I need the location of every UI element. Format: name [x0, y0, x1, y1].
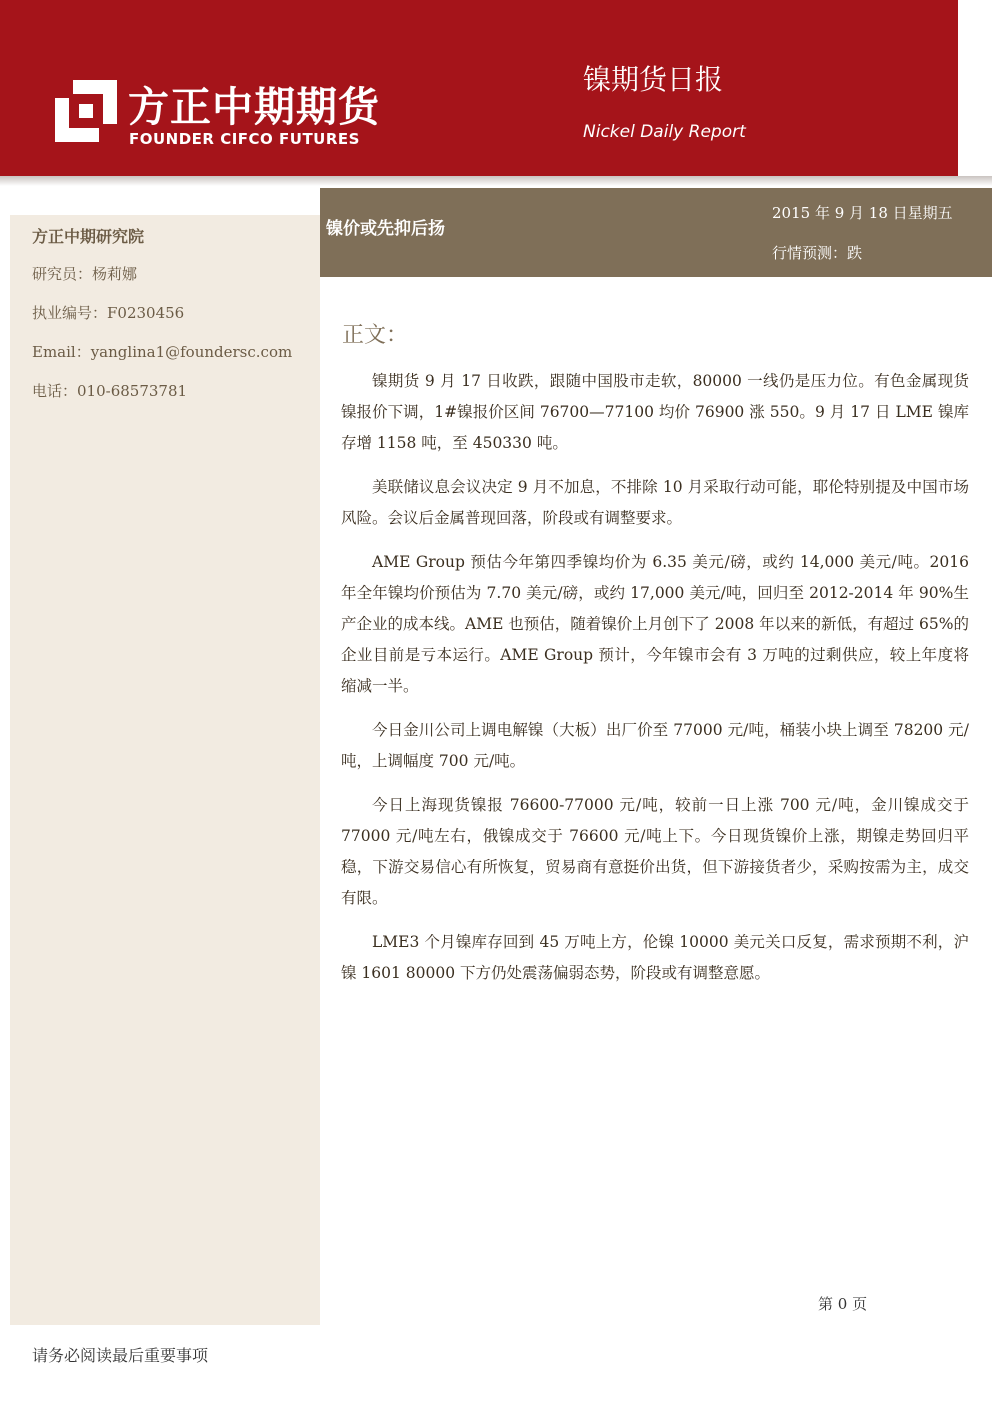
header-banner — [0, 0, 958, 176]
license-number: 执业编号：F0230456 — [32, 304, 185, 322]
body-title: 正文： — [342, 323, 409, 348]
paragraph: 美联储议息会议决定 9 月不加息，不排除 10 月采取行动可能，耶伦特别提及中国市场风险。会议后金属普现回落，阶段或有调整要求。 — [341, 478, 969, 527]
paragraph: 今日金川公司上调电解镍（大板）出厂价至 77000 元/吨，桶装小块上调至 78200 元/吨，上调幅度 700 元/吨。 — [341, 721, 969, 770]
founder-logo-icon — [55, 80, 117, 142]
phone-contact: 电话：010-68573781 — [32, 382, 188, 400]
company-name-en: FOUNDER CIFCO FUTURES — [129, 130, 360, 148]
page-number: 第 0 页 — [818, 1295, 868, 1313]
report-date: 2015 年 9 月 18 日星期五 — [772, 204, 953, 222]
institute-name: 方正中期研究院 — [32, 227, 145, 246]
sidebar — [10, 215, 320, 1325]
article-body — [341, 366, 969, 1002]
paragraph: 今日上海现货镍报 76600-77000 元/吨，较前一日上涨 700 元/吨，金川镍成交于 77000 元/吨左右，俄镍成交于 76600 元/吨上下。今日现货镍价上涨，期镍走势回归平稳，下游交易信心有所恢复，贸易商有意挺价出货，但下游接货者少，采购按需为主，成交有限。 — [341, 796, 969, 907]
paragraph: LME3 个月镍库存回到 45 万吨上方，伦镍 10000 美元关口反复，需求预期不利，沪镍 1601 80000 下方仍处震荡偏弱态势，阶段或有调整意愿。 — [341, 933, 969, 982]
report-title: 镍期货日报 — [583, 63, 724, 96]
footer-note: 请务必阅读最后重要事项 — [32, 1346, 209, 1365]
report-subtitle: Nickel Daily Report — [583, 122, 746, 142]
paragraph: 镍期货 9 月 17 日收跌，跟随中国股市走软，80000 一线仍是压力位。有色金属现货镍报价下调，1#镍报价区间 76700—77100 均价 76900 涨 550。9 月 17 日 LME 镍库存增 1158 吨，至 450330 吨。 — [341, 372, 969, 452]
headline-bar — [320, 188, 992, 277]
banner-shadow — [0, 176, 992, 186]
headline: 镍价或先抑后扬 — [326, 219, 445, 239]
paragraph: AME Group 预估今年第四季镍均价为 6.35 美元/磅，或约 14,000 美元/吨。2016 年全年镍均价预估为 7.70 美元/磅，或约 17,000 美元/吨，回归至 2012-2014 年 90%生产企业的成本线。AME 也预估，随着镍价上月创下了 2008 年以来的新低，有超过 65%的企业目前是亏本运行。AME Group 预计，今年镍市会有 3 万吨的过剩供应，较上年度将缩减一半。 — [341, 553, 969, 695]
email-contact[interactable]: Email：yanglina1@foundersc.com — [32, 343, 293, 361]
researcher-name: 研究员：杨莉娜 — [32, 265, 138, 283]
market-forecast: 行情预测：跌 — [772, 244, 863, 262]
company-name-cn: 方正中期期货 — [128, 83, 380, 131]
